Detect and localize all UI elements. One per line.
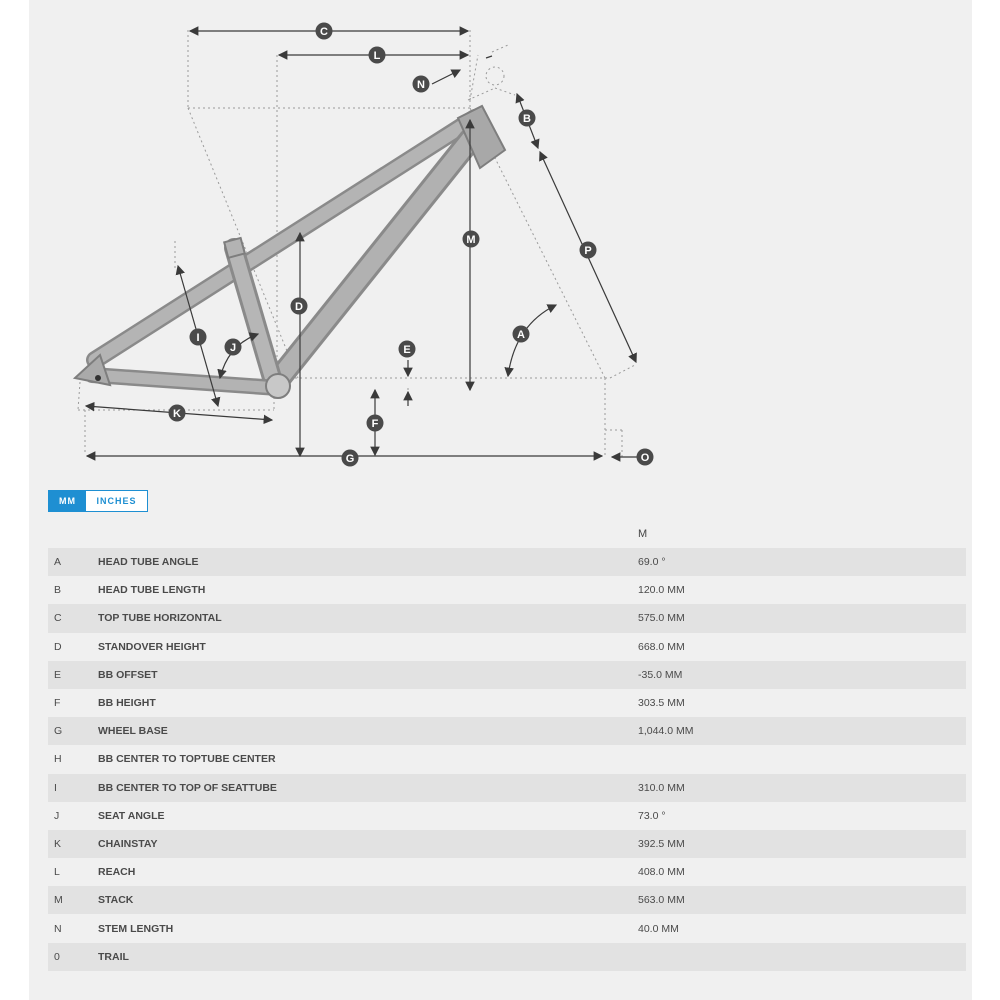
svg-text:B: B — [523, 113, 531, 125]
table-row — [48, 717, 966, 745]
row-name: BB CENTER TO TOPTUBE CENTER — [98, 753, 276, 766]
row-value: 120.0 MM — [638, 584, 685, 597]
row-value: 40.0 MM — [638, 922, 679, 935]
svg-text:F: F — [371, 418, 379, 430]
svg-text:N: N — [417, 79, 425, 91]
dimension-lines — [86, 31, 638, 457]
row-letter: E — [54, 668, 62, 681]
svg-text:M: M — [466, 234, 476, 246]
row-value: 303.5 MM — [638, 697, 685, 710]
svg-text:J: J — [229, 342, 237, 354]
svg-text:I: I — [196, 332, 200, 344]
row-letter: M — [54, 894, 63, 907]
row-letter: F — [54, 697, 61, 710]
table-row — [48, 914, 966, 942]
bike-frame — [92, 118, 475, 388]
row-name: SEAT ANGLE — [98, 809, 165, 822]
marker-a — [513, 326, 530, 343]
row-name: STACK — [98, 894, 134, 907]
svg-text:G: G — [345, 453, 355, 465]
marker-o — [637, 449, 654, 466]
row-name: STEM LENGTH — [98, 922, 174, 935]
row-name: CHAINSTAY — [98, 837, 158, 850]
marker-p — [580, 242, 597, 259]
unit-inches-button[interactable]: INCHES — [86, 491, 147, 511]
marker-f — [367, 415, 384, 432]
marker-g — [342, 450, 359, 467]
row-value: 310.0 MM — [638, 781, 685, 794]
table-row — [48, 774, 966, 802]
table-row — [48, 633, 966, 661]
svg-text:O: O — [640, 452, 650, 464]
table-row — [48, 802, 966, 830]
svg-text:C: C — [320, 26, 328, 38]
table-row — [48, 943, 966, 971]
row-letter: 0 — [54, 950, 60, 963]
row-name: TOP TUBE HORIZONTAL — [98, 612, 222, 625]
row-letter: L — [54, 866, 60, 879]
table-row — [48, 830, 966, 858]
row-name: TRAIL — [98, 950, 129, 963]
size-column-header: M — [638, 528, 648, 540]
table-row — [48, 858, 966, 886]
construction-lines — [78, 30, 635, 458]
svg-text:P: P — [584, 245, 592, 257]
marker-j — [225, 339, 242, 356]
marker-c — [316, 23, 333, 40]
row-letter: N — [54, 922, 62, 935]
row-letter: H — [54, 753, 62, 766]
marker-b — [519, 110, 536, 127]
row-letter: D — [54, 640, 62, 653]
row-value: -35.0 MM — [638, 668, 683, 681]
row-letter: A — [54, 556, 62, 569]
marker-e — [399, 341, 416, 358]
row-letter: I — [54, 781, 57, 794]
seat-tube-top — [224, 238, 245, 258]
row-name: BB HEIGHT — [98, 697, 156, 710]
row-letter: J — [54, 809, 60, 822]
row-value: 563.0 MM — [638, 894, 685, 907]
table-row — [48, 661, 966, 689]
svg-text:K: K — [173, 408, 181, 420]
row-letter: C — [54, 612, 62, 625]
svg-text:E: E — [403, 344, 411, 356]
frame-geometry-diagram — [0, 0, 1000, 480]
marker-k — [169, 405, 186, 422]
row-value: 69.0 ° — [638, 556, 666, 569]
row-letter: G — [54, 725, 63, 738]
row-value: 575.0 MM — [638, 612, 685, 625]
table-row — [48, 576, 966, 604]
marker-i — [190, 329, 207, 346]
row-name: WHEEL BASE — [98, 725, 168, 738]
row-name: STANDOVER HEIGHT — [98, 640, 206, 653]
svg-text:A: A — [517, 329, 525, 341]
marker-d — [291, 298, 308, 315]
row-name: BB CENTER TO TOP OF SEATTUBE — [98, 781, 277, 794]
geometry-table — [48, 548, 966, 971]
unit-mm-button[interactable]: MM — [49, 491, 86, 511]
marker-m — [463, 231, 480, 248]
marker-l — [369, 47, 386, 64]
row-name: BB OFFSET — [98, 668, 158, 681]
row-value: 73.0 ° — [638, 809, 666, 822]
svg-text:L: L — [373, 50, 381, 62]
row-name: HEAD TUBE ANGLE — [98, 556, 199, 569]
table-row — [48, 886, 966, 914]
table-row — [48, 689, 966, 717]
table-row — [48, 604, 966, 632]
table-row — [48, 745, 966, 773]
row-letter: B — [54, 584, 62, 597]
row-value: 392.5 MM — [638, 837, 685, 850]
marker-n — [413, 76, 430, 93]
row-value: 1,044.0 MM — [638, 725, 694, 738]
row-name: HEAD TUBE LENGTH — [98, 584, 206, 597]
unit-toggle — [48, 490, 148, 512]
row-letter: K — [54, 837, 62, 850]
svg-text:D: D — [295, 301, 303, 313]
row-value: 408.0 MM — [638, 866, 685, 879]
table-row — [48, 548, 966, 576]
row-value: 668.0 MM — [638, 640, 685, 653]
row-name: REACH — [98, 866, 136, 879]
bottom-bracket — [266, 374, 290, 398]
